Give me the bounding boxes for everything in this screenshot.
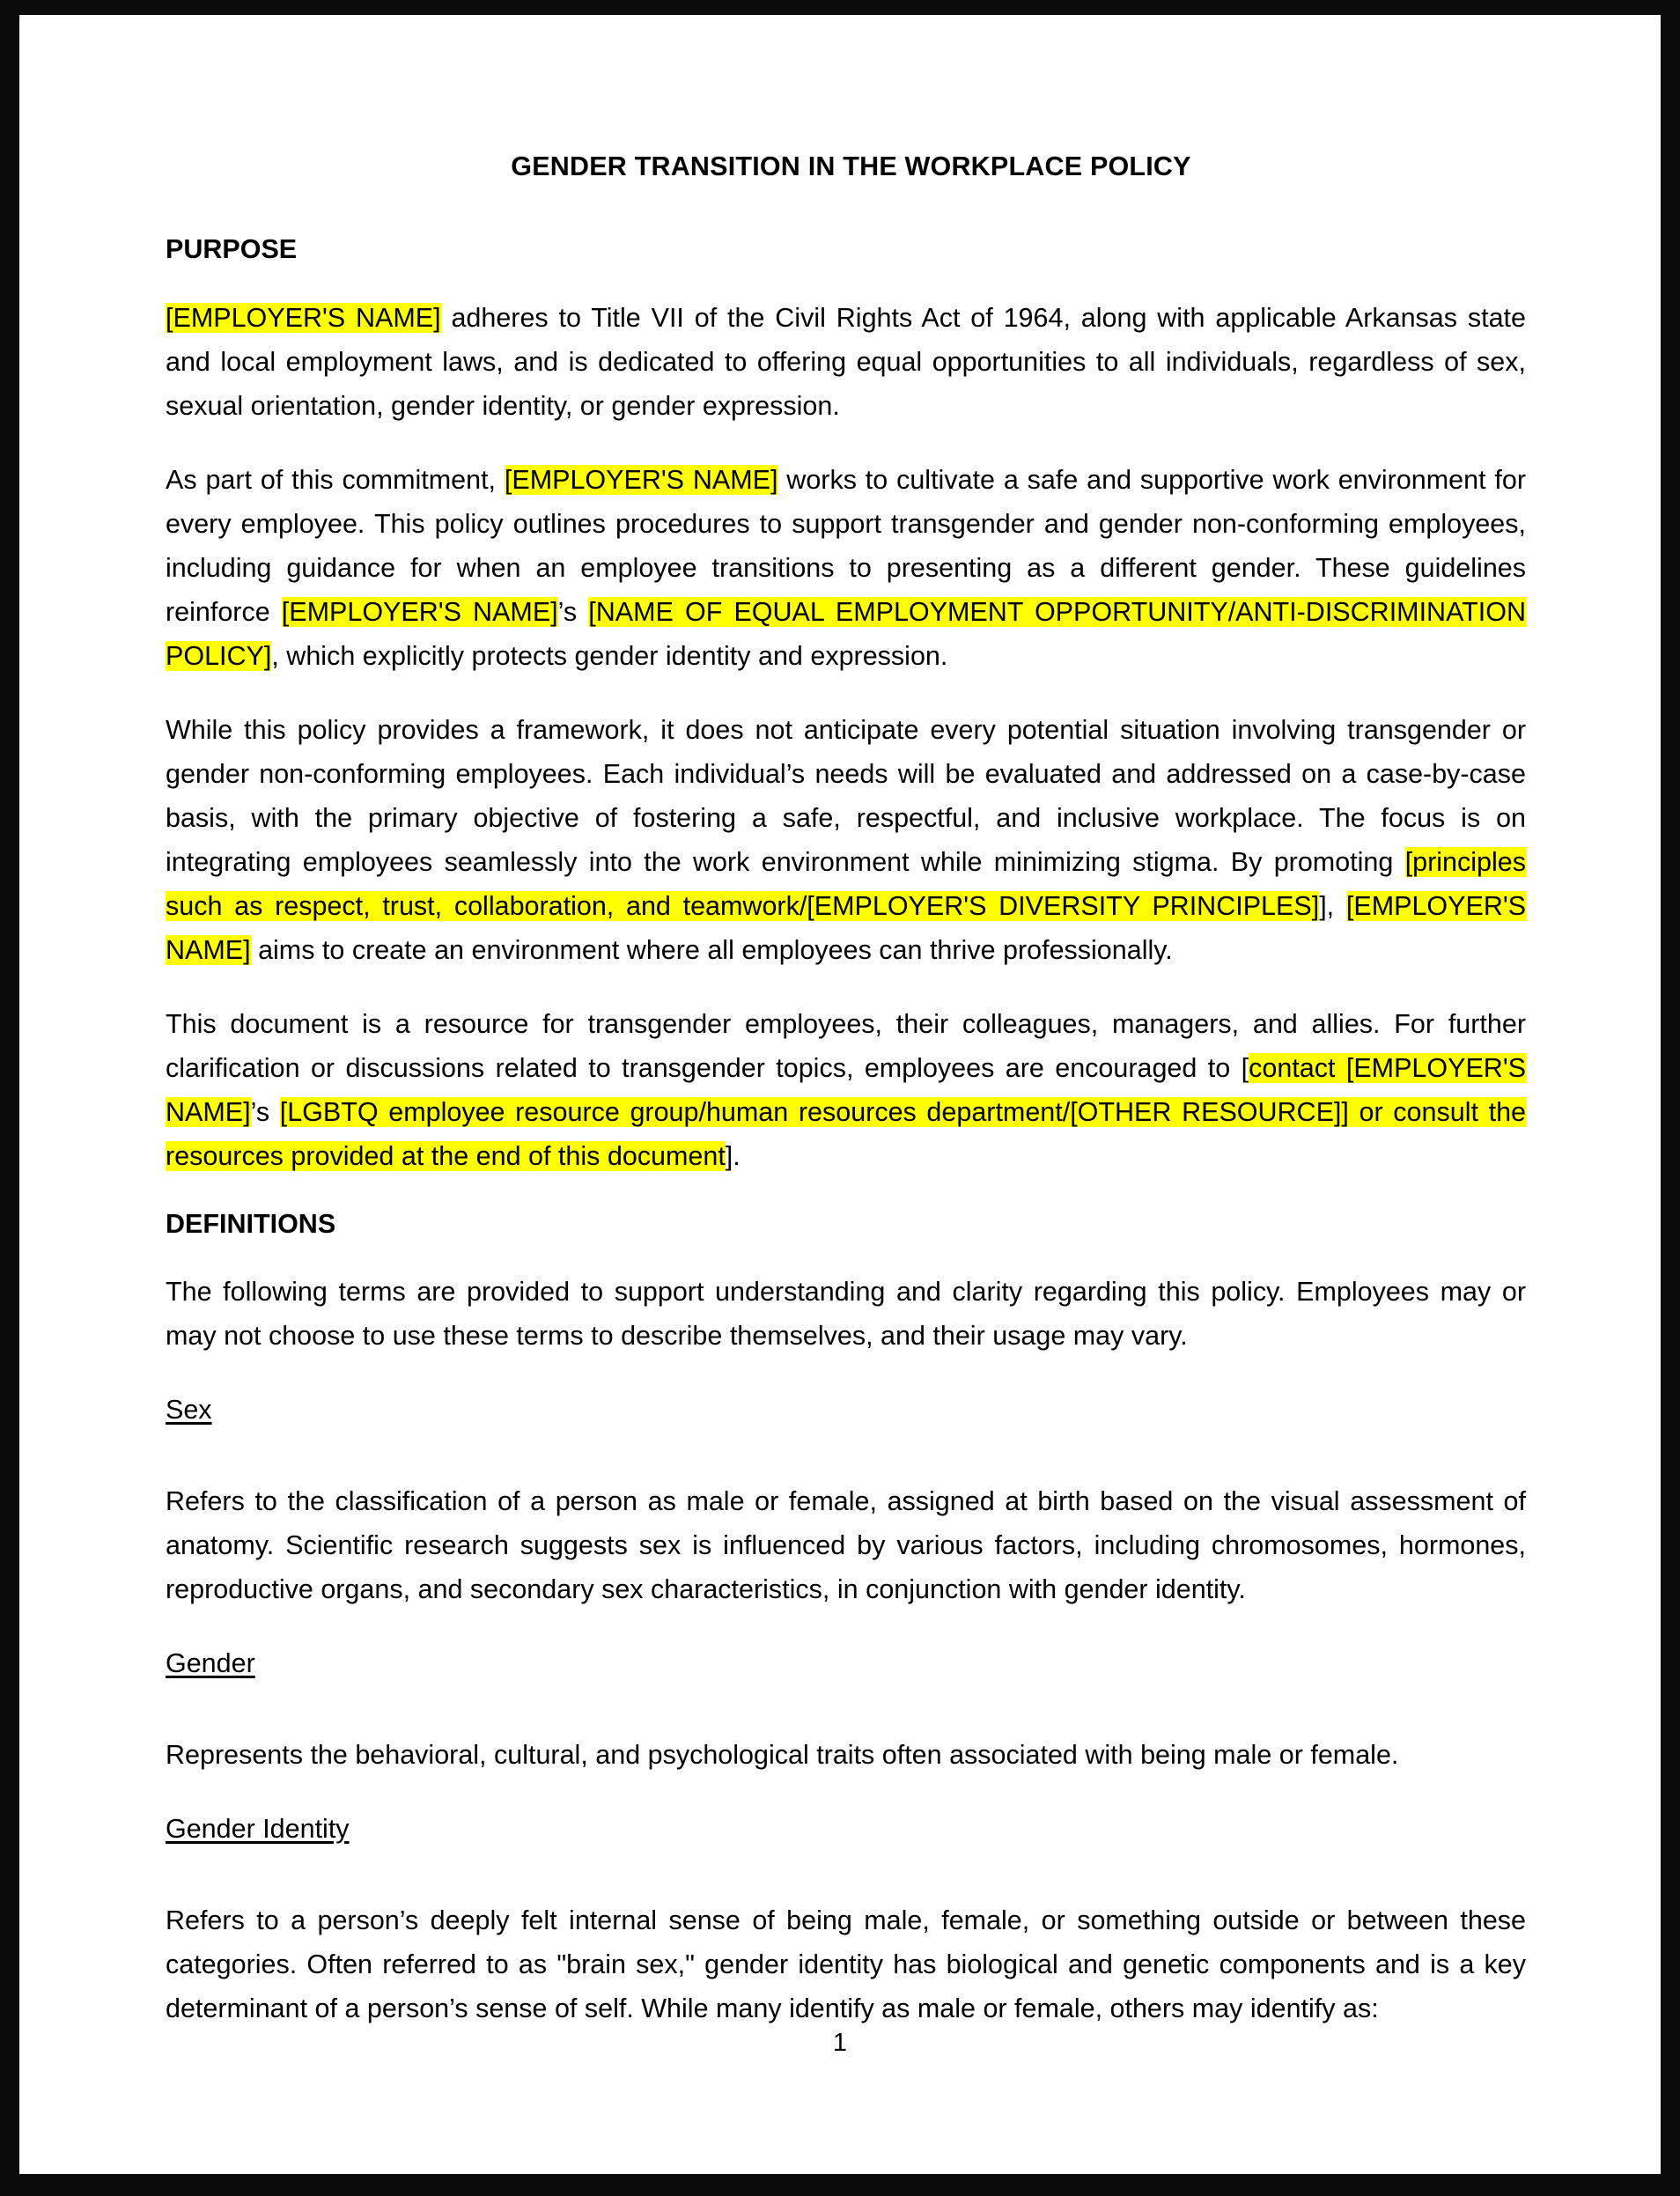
- purpose-paragraph-2: [166, 458, 1526, 678]
- definition-term-gender-identity: [166, 1807, 1526, 1877]
- placeholder-employers-name: [EMPLOYER'S NAME]: [281, 596, 558, 627]
- purpose-p2-text-3: ’s: [557, 596, 589, 627]
- purpose-p3-text-2: ],: [1319, 890, 1346, 921]
- definition-text-gender: Represents the behavioral, cultural, and psychological traits often associated with being male or female.: [166, 1740, 1399, 1771]
- definition-text-gender-identity: Refers to a person’s deeply felt internal sense of being male, female, or something outside or between these categories. Often referred to as "brain sex," gender identity has biological and genetic components and is a key determinant of a person’s sense of self. While many identify as male or female, others may identify as:: [166, 1905, 1526, 2024]
- placeholder-employers-name: [EMPLOYER'S NAME]: [166, 302, 441, 333]
- definition-text-sex: Refers to the classification of a person as male or female, assigned at birth based on the visual assessment of anatomy. Scientific research suggests sex is influenced by various factors, including chromosomes, hormones, reproductive organs, and secondary sex characteristics, in conjunction with gender identity.: [166, 1486, 1526, 1605]
- purpose-p2-text-2: works to cultivate a safe and supportive work environment for every employee. This policy outlines procedures to support transgender and gender non-conforming employees, including guidance for when an employee transitions to presenting as a different gender. These guidelines reinforce: [166, 464, 1526, 627]
- placeholder-employers-name: [EMPLOYER'S NAME]: [166, 890, 1527, 965]
- purpose-p4-text-1: This document is a resource for transgender employees, their colleagues, managers, and allies. For further clarification or discussions related to transgender topics, employees are encouraged to [: [166, 1008, 1526, 1083]
- purpose-paragraph-1: [166, 296, 1526, 428]
- document-page: [19, 15, 1661, 2174]
- purpose-p4-text-2: ’s: [250, 1096, 280, 1127]
- purpose-paragraph-1-text: adheres to Title VII of the Civil Rights Act of 1964, along with applicable Arkansas state and local employment laws, and is dedicated to offering equal opportunities to all individuals, regardless of sex, sexual orientation, gender identity, or gender expression.: [166, 302, 1526, 421]
- placeholder-employers-name: [EMPLOYER'S NAME]: [166, 1052, 1526, 1127]
- placeholder-diversity-principles: [principles such as respect, trust, collaboration, and teamwork/[EMPLOYER'S DIVERSITY PRINCIPLES]: [166, 846, 1526, 921]
- purpose-p4-text-3: ].: [725, 1140, 741, 1171]
- term-label: Gender Identity: [166, 1814, 350, 1845]
- purpose-p2-text-1: As part of this commitment,: [166, 464, 505, 495]
- term-label: Sex: [166, 1395, 212, 1426]
- definition-term-sex: [166, 1388, 1526, 1458]
- placeholder-employers-name: [EMPLOYER'S NAME]: [504, 464, 778, 495]
- section-heading-purpose: PURPOSE: [166, 234, 298, 264]
- document-title: GENDER TRANSITION IN THE WORKPLACE POLICY: [511, 151, 1191, 181]
- definition-term-gender: [166, 1641, 1526, 1712]
- placeholder-contact: contact: [1249, 1052, 1346, 1083]
- section-heading-definitions: DEFINITIONS: [166, 1208, 336, 1239]
- definitions-intro-paragraph: The following terms are provided to support understanding and clarity regarding this policy. Employees may or may not choose to use these terms to describe themselves, and their usage may vary.: [166, 1277, 1526, 1352]
- placeholder-eeo-policy-name: [NAME OF EQUAL EMPLOYMENT OPPORTUNITY/ANTI-DISCRIMINATION POLICY]: [166, 596, 1527, 671]
- purpose-p3-text-1: While this policy provides a framework, it does not anticipate every potential situation involving transgender or gender non-conforming employees. Each individual’s needs will be evaluated and addressed on a case-by-case basis, with the primary objective of fostering a safe, respectful, and inclusive workplace. The focus is on integrating employees seamlessly into the work environment while minimizing stigma. By promoting: [166, 714, 1526, 877]
- term-label: Gender: [166, 1648, 255, 1679]
- purpose-p3-text-3: aims to create an environment where all employees can thrive professionally.: [250, 934, 1173, 965]
- purpose-paragraph-3: [166, 708, 1526, 972]
- page-number: 1: [832, 2029, 848, 2057]
- purpose-paragraph-4: [166, 1002, 1526, 1178]
- document-content: [166, 151, 1526, 2060]
- placeholder-other-resource: [LGBTQ employee resource group/human resources department/[OTHER RESOURCE]] or consult the resources provided at the end of this document: [166, 1096, 1526, 1171]
- purpose-p2-text-4: , which explicitly protects gender identity and expression.: [271, 640, 948, 671]
